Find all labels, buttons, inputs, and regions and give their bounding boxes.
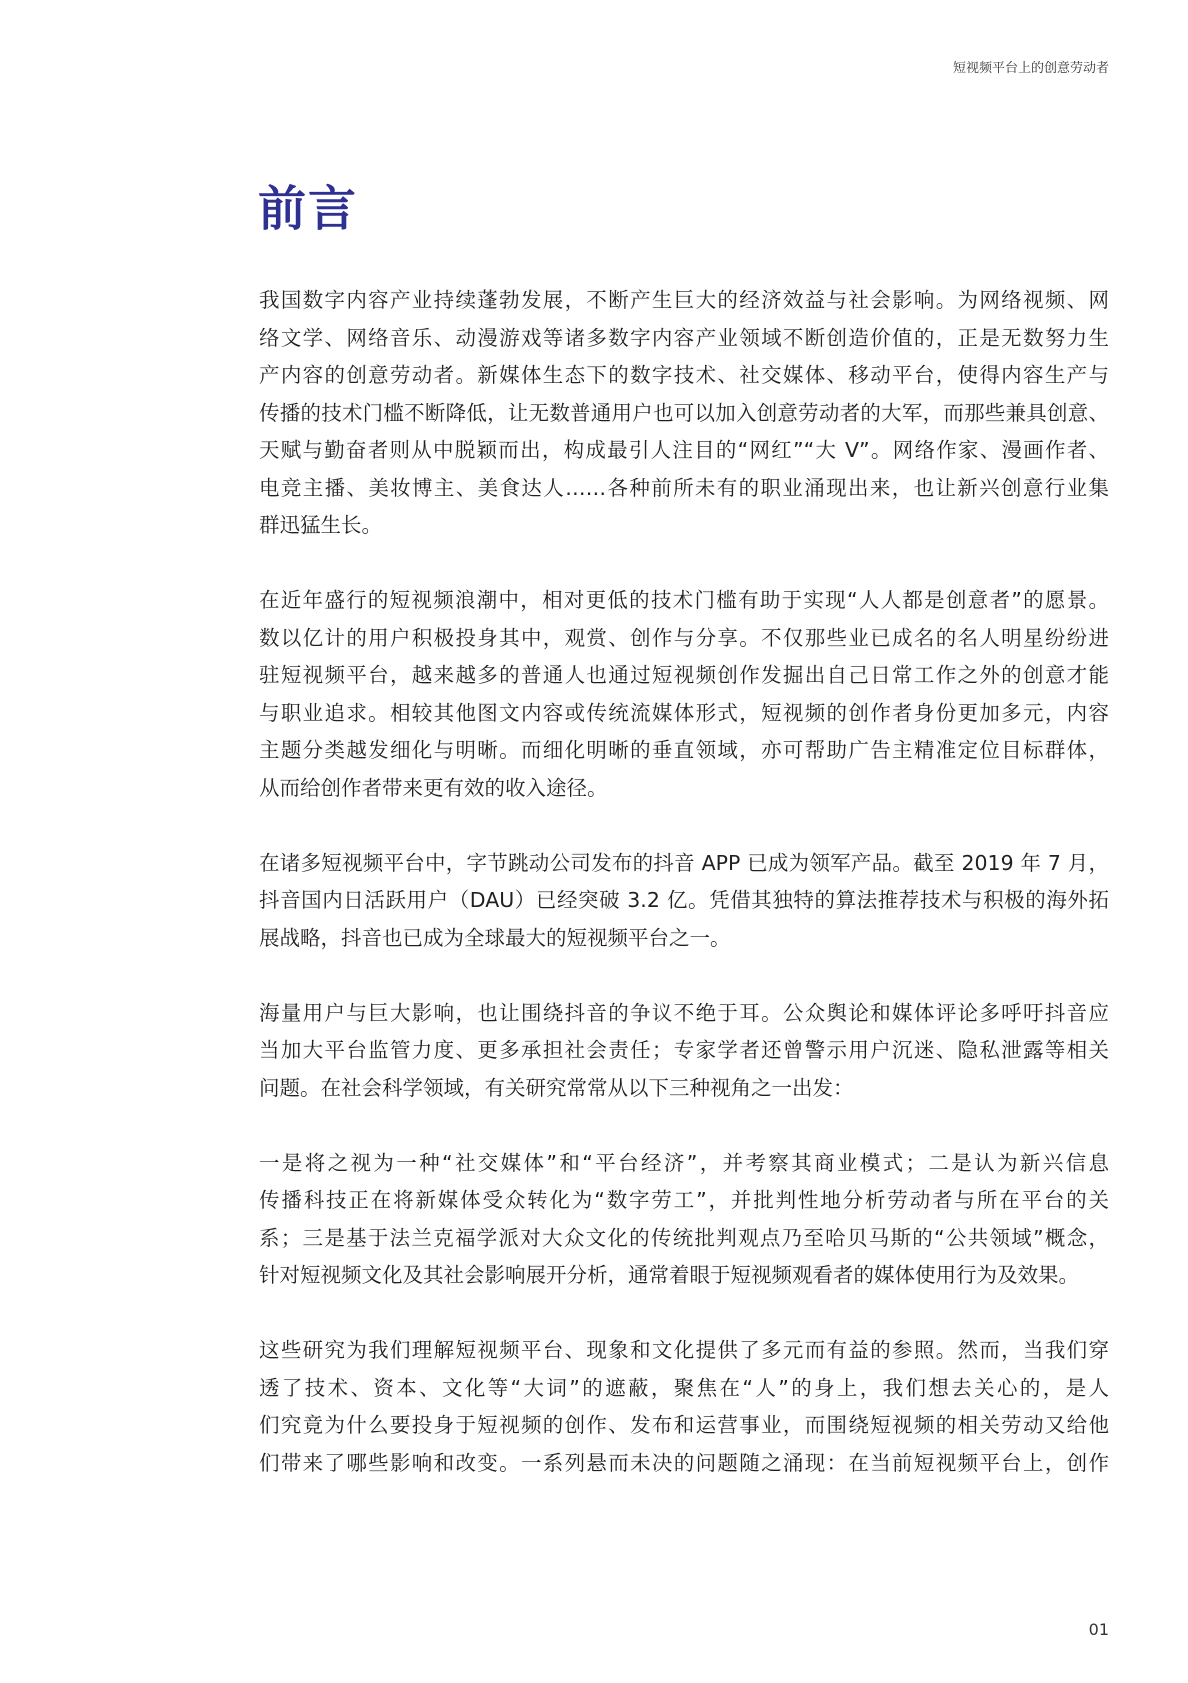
text-line: 电竞主播、美妆博主、美食达人……各种前所未有的职业涌现出来，也让新兴创意行业集 (259, 475, 1109, 500)
text-line: 群迅猛生长。 (259, 513, 382, 537)
text-line: 在诸多短视频平台中，字节跳动公司发布的抖音 APP 已成为领军产品。截至 2019 年 7 月， (259, 850, 1109, 875)
text-line: 天赋与勤奋者则从中脱颖而出，构成最引人注目的“网红”“大 V”。网络作家、漫画作者、 (259, 438, 1109, 462)
text-line: 传播的技术门槛不断降低，让无数普通用户也可以加入创意劳动者的大军，而那些兼具创意、 (259, 400, 1109, 425)
text-line: 海量用户与巨大影响，也让围绕抖音的争议不绝于耳。公众舆论和媒体评论多呼吁抖音应 (259, 1000, 1109, 1025)
paragraph (259, 1145, 1109, 1295)
paragraph (259, 1332, 1109, 1482)
paragraph (259, 995, 1109, 1108)
text-line: 与职业追求。相较其他图文内容或传统流媒体形式，短视频的创作者身份更加多元，内容 (259, 700, 1109, 725)
text-line: 从而给创作者带来更有效的收入途径。 (259, 775, 608, 800)
text-line: 一是将之视为一种“社交媒体”和“平台经济”，并考察其商业模式；二是认为新兴信息 (259, 1150, 1109, 1175)
paragraph (259, 845, 1109, 958)
text-line: 抖音国内日活跃用户（DAU）已经突破 3.2 亿。凭借其独特的算法推荐技术与积极的海外拓 (259, 888, 1109, 912)
text-line: 络文学、网络音乐、动漫游戏等诸多数字内容产业领域不断创造价值的，正是无数努力生 (259, 325, 1109, 350)
text-line: 产内容的创意劳动者。新媒体生态下的数字技术、社交媒体、移动平台，使得内容生产与 (259, 363, 1109, 387)
text-line: 针对短视频文化及其社会影响展开分析，通常着眼于短视频观看者的媒体使用行为及效果。 (259, 1263, 1079, 1287)
text-line: 系；三是基于法兰克福学派对大众文化的传统批判观点乃至哈贝马斯的“公共领域”概念， (259, 1225, 1109, 1250)
text-line: 当加大平台监管力度、更多承担社会责任；专家学者还曾警示用户沉迷、隐私泄露等相关 (259, 1038, 1109, 1062)
text-line: 问题。在社会科学领域，有关研究常常从以下三种视角之一出发： (259, 1075, 854, 1100)
paragraph (259, 282, 1109, 545)
page-title: 前言 (258, 181, 359, 237)
text-line: 透了技术、资本、文化等“大词”的遮蔽，聚焦在“人”的身上，我们想去关心的，是人 (259, 1375, 1109, 1400)
text-line: 们带来了哪些影响和改变。一系列悬而未决的问题随之涌现：在当前短视频平台上，创作 (259, 1450, 1109, 1475)
text-line: 在近年盛行的短视频浪潮中，相对更低的技术门槛有助于实现“人人都是创意者”的愿景。 (259, 588, 1109, 612)
text-line: 主题分类越发细化与明晰。而细化明晰的垂直领域，亦可帮助广告主精准定位目标群体， (259, 738, 1109, 762)
text-line: 们究竟为什么要投身于短视频的创作、发布和运营事业，而围绕短视频的相关劳动又给他 (259, 1413, 1109, 1437)
text-line: 展战略，抖音也已成为全球最大的短视频平台之一。 (259, 925, 731, 950)
text-line: 我国数字内容产业持续蓬勃发展，不断产生巨大的经济效益与社会影响。为网络视频、网 (259, 288, 1109, 312)
text-line: 数以亿计的用户积极投身其中，观赏、创作与分享。不仅那些业已成名的名人明星纷纷进 (259, 625, 1109, 650)
page-number: 01 (1088, 1620, 1109, 1639)
text-line: 这些研究为我们理解短视频平台、现象和文化提供了多元而有益的参照。然而，当我们穿 (259, 1338, 1109, 1362)
body-text (259, 282, 1109, 1520)
running-header: 短视频平台上的创意劳动者 (952, 61, 1109, 76)
paragraph (259, 582, 1109, 807)
text-line: 传播科技正在将新媒体受众转化为“数字劳工”，并批判性地分析劳动者与所在平台的关 (259, 1188, 1109, 1212)
text-line: 驻短视频平台，越来越多的普通人也通过短视频创作发掘出自己日常工作之外的创意才能 (259, 663, 1109, 687)
